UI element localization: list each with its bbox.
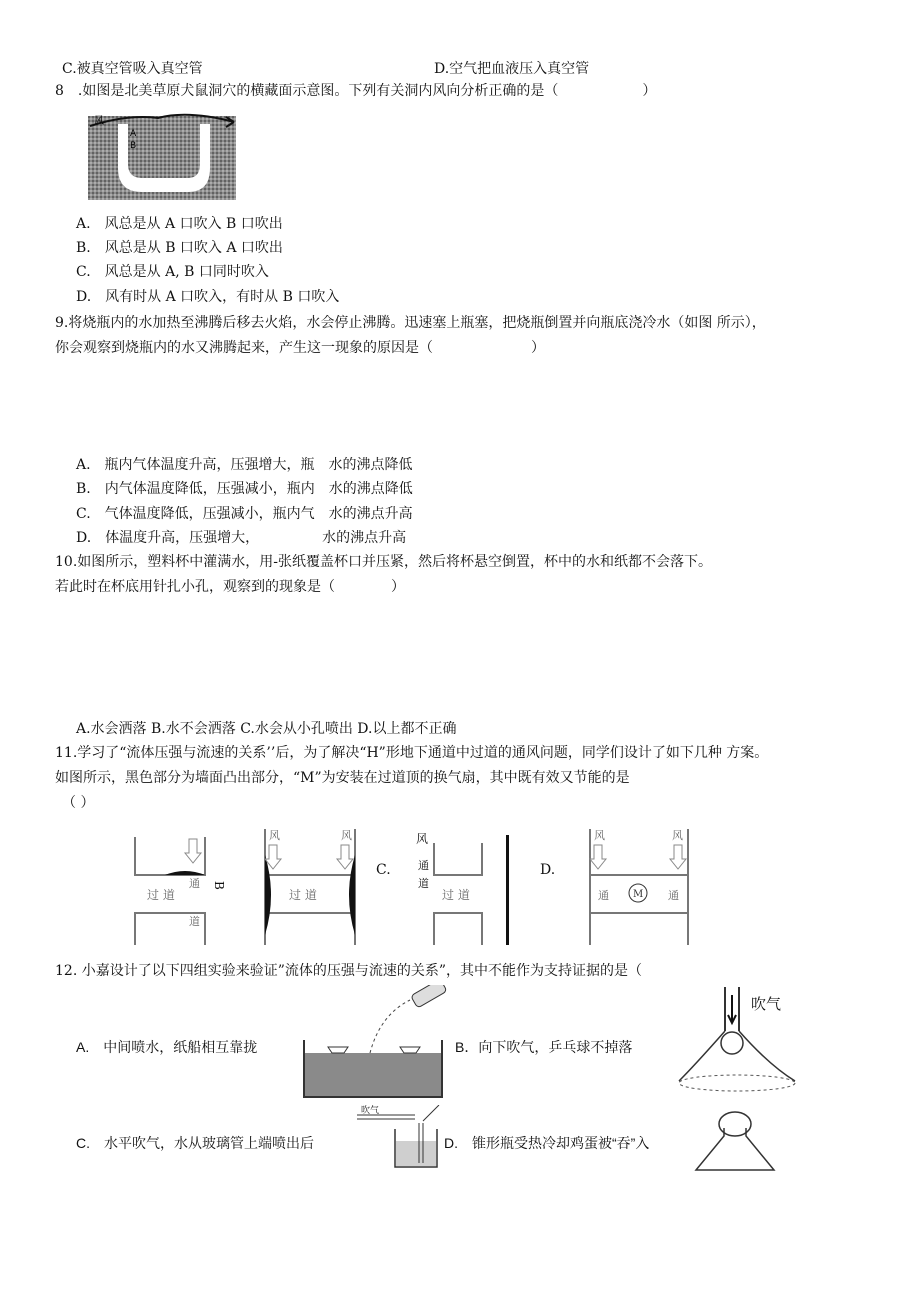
q8-option-b: B. 风总是从 B 口吹入 A 口吹出: [76, 240, 283, 256]
q8-stem: 8 .如图是北美草原犬鼠洞穴的横藏面示意图。下列有关洞内风向分析正确的是（ ）: [55, 83, 657, 99]
q11-stem-line1: 11.学习了“流体压强与流速的关系’’后，为了解决“H”形地下通道中过道的通风问题，同学们设计了如下几种 方案。: [55, 745, 769, 761]
q11-d-wind-right: 风: [672, 829, 683, 842]
q11-c-side-dao: 道: [418, 877, 429, 890]
q11-a-b-label: B: [212, 881, 226, 890]
q11-stem-line3: （ ）: [62, 795, 95, 811]
q11-c-label: C.: [376, 862, 391, 878]
q11-d-tong-left: 通: [598, 889, 609, 902]
q9-option-c: C. 气体温度降低，压强减小，瓶内气 水的沸点升高: [76, 506, 413, 522]
q11-stem-line2: 如图所示，黑色部分为墙面凸出部分，“M”为安装在过道顶的换气扇，其中既有效又节能的是: [55, 770, 630, 786]
q10-stem-line2: 若此时在杯底用针扎小孔，观察到的现象是（ ）: [55, 579, 405, 595]
q11-figure-b: [255, 825, 365, 945]
q8-fig-wind-label: 风: [94, 116, 104, 127]
q12-c-blow-label: 吹气: [361, 1106, 380, 1116]
q8-option-a: A. 风总是从 A 口吹入 B 口吹出: [76, 216, 283, 232]
q12-b-blow-label: 吹气: [751, 996, 782, 1013]
q10-stem-line1: 10.如图所示，塑料杯中灌满水，用-张纸覆盖杯口并压紧，然后将杯悬空倒置，杯中的水和纸都不会落下。: [55, 554, 712, 570]
q9-stem-line1: 9.将烧瓶内的水加热至沸腾后移去火焰，水会停止沸腾。迅速塞上瓶塞，把烧瓶倒置并向瓶底浇冷水（如图 所示），: [55, 315, 766, 331]
q8-fig-a-label: A: [130, 129, 137, 139]
q12-figure-b-funnel: [675, 985, 805, 1095]
q11-b-wind-left: 风: [269, 829, 280, 842]
q11-c-passage: 过 道: [442, 888, 470, 902]
q11-a-tong: 通: [189, 877, 200, 890]
q7-option-c: C.被真空管吸入真空管: [62, 61, 203, 77]
q11-b-passage: 过 道: [289, 888, 317, 902]
q11-a-dao: 道: [189, 915, 200, 928]
q11-b-wind-right: 风: [341, 829, 352, 842]
q12-option-a: A. 中间喷水，纸船相互靠拢: [76, 1039, 258, 1055]
q11-a-passage: 过 道: [147, 888, 175, 902]
q8-fig-b-label: B: [130, 141, 137, 151]
q11-d-tong-right: 通: [668, 889, 679, 902]
q12-figure-a-boats: [300, 985, 465, 1100]
q8-option-c: C. 风总是从 A, B 口同时吹入: [76, 264, 269, 280]
q12-figure-c-tube: [355, 1105, 445, 1170]
q12-figure-d-flask: [690, 1108, 780, 1173]
q11-figure-c: [410, 825, 520, 945]
q9-option-b: B. 内气体温度降低，压强减小，瓶内 水的沸点降低: [76, 481, 413, 497]
q12-option-d: D. 锥形瓶受热冷却鸡蛋被“吞”入: [444, 1135, 650, 1151]
q9-stem-line2: 你会观察到烧瓶内的水又沸腾起来，产生这一现象的原因是（ ）: [55, 340, 545, 356]
q9-option-d: D. 体温度升高，压强增大， 水的沸点升高: [76, 530, 407, 546]
q11-d-fan: M: [633, 889, 644, 900]
q10-options: A.水会洒落 B.水不会洒落 C.水会从小孔喷出 D.以上都不正确: [76, 721, 457, 737]
q8-burrow-figure: [88, 108, 238, 200]
q11-figure-d: [580, 825, 700, 945]
q12-stem: 12. 小嘉设计了以下四组实验来验证”流体的压强与流速的关系”，其中不能作为支持证据的是（: [55, 963, 643, 979]
q11-c-side-wind: 风: [416, 832, 429, 846]
q8-option-d: D. 风有时从 A 口吹入，有时从 B 口吹入: [76, 289, 340, 305]
q11-d-label: D.: [540, 862, 556, 878]
q11-figure-a: [125, 825, 235, 945]
q12-option-c: C. 水平吹气，水从玻璃管上端喷出后: [76, 1135, 314, 1151]
q9-option-a: A. 瓶内气体温度升高，压强增大，瓶 水的沸点降低: [76, 457, 413, 473]
q11-d-wind-left: 风: [594, 829, 605, 842]
q11-c-side-tong: 通: [418, 859, 429, 872]
q7-option-d: D.空气把血液压入真空管: [434, 61, 590, 77]
q12-option-b: B．向下吹气，乒乓球不掉落: [455, 1039, 633, 1055]
